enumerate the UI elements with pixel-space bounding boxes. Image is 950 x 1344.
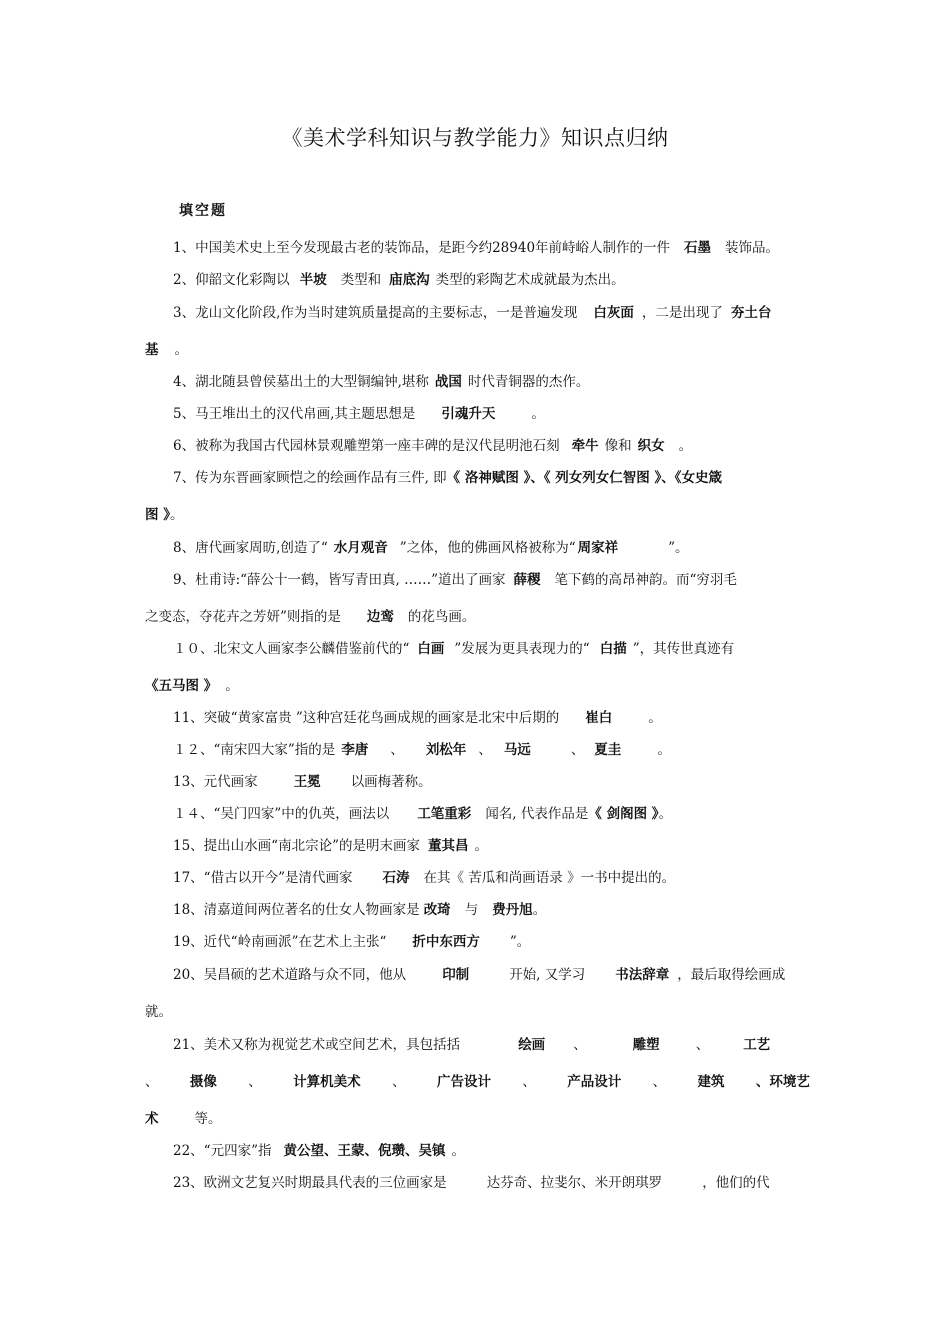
section-heading: 填空题 xyxy=(179,203,227,219)
list-item: １４、“吴门四家”中的仇英，画法以 工笔重彩 闻名, 代表作品是《 剑阁图 》。 xyxy=(173,806,673,822)
answer: 改琦 xyxy=(423,902,451,918)
answer: 夏圭 xyxy=(594,742,622,758)
answer: 《 洛神赋图 》、《 列女列女仁智图 》、《女史箴 xyxy=(446,470,722,486)
list-item: 6、被称为我国古代园林景观雕塑第一座丰碑的是汉代昆明池石刻 牵牛 像和 织女 。 xyxy=(173,438,693,454)
answer: 《五马图 》 xyxy=(145,678,218,694)
answer: 计算机美术 xyxy=(293,1074,361,1090)
list-item: 5、马王堆出土的汉代帛画,其主题思想是 引魂升天 。 xyxy=(173,406,545,422)
answer: 费丹旭 xyxy=(492,902,533,918)
answer: 半坡 xyxy=(299,272,327,288)
answer: 雕塑 xyxy=(632,1037,660,1053)
list-item: 18、清嘉道间两位著名的仕女人物画家是 改琦 与 费丹旭。 xyxy=(173,902,547,918)
answer: 引魂升天 xyxy=(441,406,496,422)
answer: 马远 xyxy=(503,742,531,758)
list-item: 13、元代画家 王冕 以画梅著称。 xyxy=(173,774,432,790)
list-item: 15、提出山水画“南北宗论”的是明末画家 董其昌 。 xyxy=(173,838,488,854)
answer: 折中东西方 xyxy=(412,934,480,950)
answer: 广告设计 xyxy=(436,1074,491,1090)
list-item-continuation: 图 》。 xyxy=(145,507,184,523)
list-item: 22、“元四家”指 黄公望、王蒙、倪瓒、吴镇 。 xyxy=(173,1143,465,1159)
list-item: １２、“南宋四大家”指的是 李唐 、 刘松年 、 马远 、 夏圭 。 xyxy=(173,742,671,758)
answer: 白画 xyxy=(417,641,445,657)
list-item: 20、吴昌硕的艺术道路与众不同，他从 印制 开始, 又学习 书法辞章 ，最后取得绘画成 xyxy=(173,967,786,983)
answer: 白灰面 xyxy=(593,305,634,321)
list-item-continuation: 之变态，夺花卉之芳妍”则指的是 边鸾 的花鸟画。 xyxy=(145,609,476,625)
answer: 工笔重彩 xyxy=(417,806,472,822)
list-item-continuation: 、 摄像 、 计算机美术 、 广告设计 、 产品设计 、 建筑 、环境艺 xyxy=(145,1070,810,1090)
answer: 石涛 xyxy=(382,870,410,886)
list-item: 7、传为东晋画家顾恺之的绘画作品有三件, 即《 洛神赋图 》、《 列女列女仁智图 》、《女史箴 xyxy=(173,470,722,486)
answer: 石墨 xyxy=(684,240,712,256)
answer: 董其昌 xyxy=(427,838,469,854)
list-item: 1、中国美术史上至今发现最古老的装饰品，是距今约28940年前峙峪人制作的一件 石墨 装饰品。 xyxy=(173,240,780,256)
answer: 薛稷 xyxy=(513,572,541,588)
list-item: 4、湖北随县曾侯墓出土的大型铜编钟,堪称 战国 时代青铜器的杰作。 xyxy=(173,374,590,390)
answer: 周家祥 xyxy=(577,540,619,556)
list-item-continuation: 就。 xyxy=(145,1004,172,1020)
answer: 白描 xyxy=(599,641,627,657)
answer: 图 》 xyxy=(145,507,170,523)
list-item-continuation: 术 等。 xyxy=(145,1111,222,1127)
answer: 绘画 xyxy=(518,1037,546,1053)
answer: 庙底沟 xyxy=(389,272,430,288)
list-item-continuation: 基 。 xyxy=(145,342,188,358)
list-item: 17、“借古以开今”是清代画家 石涛 在其《 苦瓜和尚画语录 》一书中提出的。 xyxy=(173,870,676,886)
list-item-continuation: 《五马图 》 。 xyxy=(145,678,239,694)
answer: 摄像 xyxy=(189,1074,217,1090)
answer: 崔白 xyxy=(585,710,613,726)
answer: 印制 xyxy=(442,967,470,983)
answer: 术 xyxy=(145,1111,159,1127)
list-item: １０、北宋文人画家李公麟借鉴前代的“ 白画 ”发展为更具表现力的“ 白描 ”，其传世真迹有 xyxy=(173,641,735,657)
list-item: 21、美术又称为视觉艺术或空间艺术，具包括括 绘画 、 雕塑 、 工艺 xyxy=(173,1037,771,1053)
answer: 李唐 xyxy=(341,742,369,758)
answer: 牵牛 xyxy=(571,438,599,454)
answer: 边鸾 xyxy=(366,609,394,625)
answer: 建筑 xyxy=(697,1074,725,1090)
answer: 刘松年 xyxy=(425,742,467,758)
list-item: 19、近代“岭南画派”在艺术上主张“ 折中东西方 ”。 xyxy=(173,934,531,950)
answer: 工艺 xyxy=(743,1037,771,1053)
list-item: 23、欧洲文艺复兴时期最具代表的三位画家是 达芬奇、拉斐尔、米开朗琪罗 ，他们的代 xyxy=(173,1175,770,1191)
list-item: 9、杜甫诗:“薛公十一鹤，皆写青田真, ……”道出了画家 薛稷 笔下鹤的高昂神韵。而“穷羽毛 xyxy=(173,572,737,588)
page-title: 《美术学科知识与教学能力》知识点归纳 xyxy=(281,126,669,150)
list-item: 3、龙山文化阶段,作为当时建筑质量提高的主要标志，一是普遍发现 白灰面 ，二是出现了 夯土台 xyxy=(173,305,772,321)
answer: 产品设计 xyxy=(567,1074,622,1090)
answer: 织女 xyxy=(637,438,665,454)
list-item: 11、突破“黄家富贵 ”这种宫廷花鸟画成规的画家是北宋中后期的 崔白 。 xyxy=(173,710,662,726)
answer: 基 xyxy=(145,342,159,358)
answer: 水月观音 xyxy=(333,540,388,556)
answer: 《 剑阁图 》 xyxy=(588,806,659,822)
answer: 、环境艺 xyxy=(755,1074,810,1090)
answer: 书法辞章 xyxy=(615,967,670,983)
answer: 王冕 xyxy=(293,774,321,790)
answer: 黄公望、王蒙、倪瓒、吴镇 xyxy=(283,1143,446,1159)
answer: 战国 xyxy=(434,374,462,390)
list-item: 2、仰韶文化彩陶以 半坡 类型和 庙底沟 类型的彩陶艺术成就最为杰出。 xyxy=(173,272,625,288)
answer: 达芬奇、拉斐尔、米开朗琪罗 xyxy=(486,1175,663,1191)
answer: 夯土台 xyxy=(730,305,772,321)
list-item: 8、唐代画家周昉,创造了“ 水月观音 ”之体，他的佛画风格被称为“ 周家祥 ”。 xyxy=(173,540,689,556)
